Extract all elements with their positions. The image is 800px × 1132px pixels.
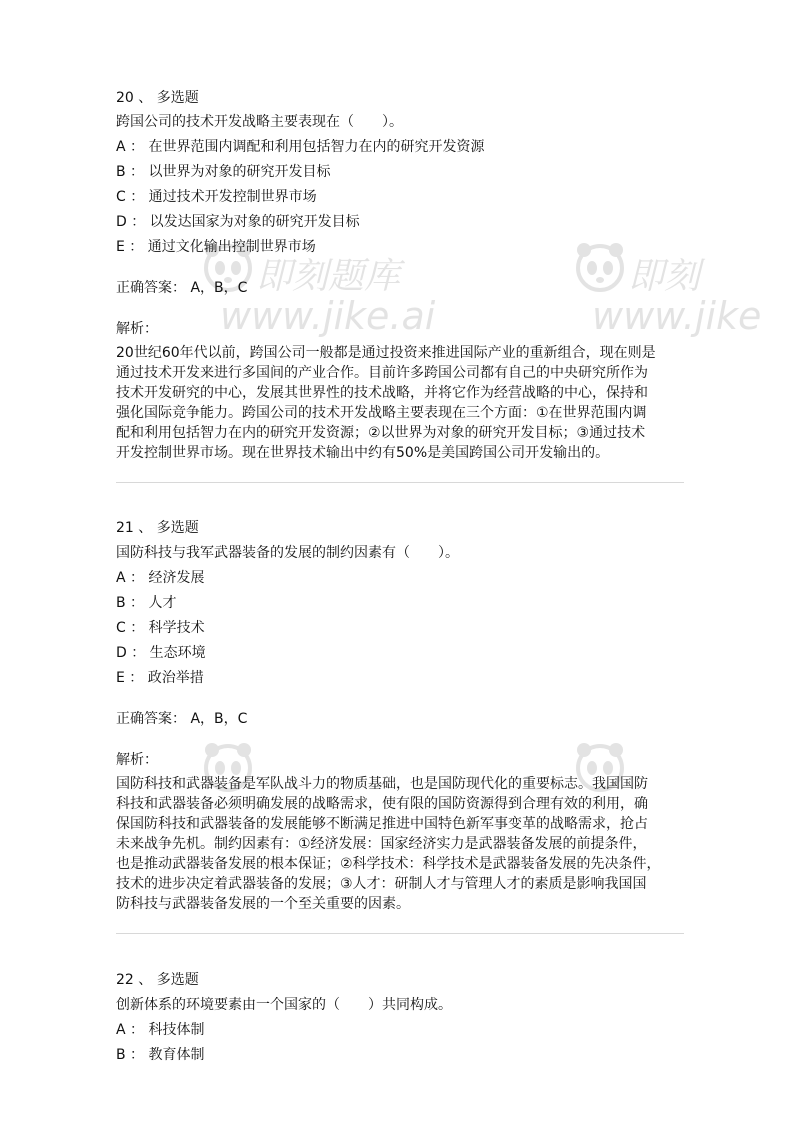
question-stem: 国防科技与我军武器装备的发展的制约因素有（ ）。 [116,545,459,561]
question-header: 21 、 多选题 [116,520,199,536]
option-d: D ： 以发达国家为对象的研究开发目标 [116,214,360,230]
option-b: B ： 人才 [116,595,177,611]
analysis-label: 解析： [116,321,158,337]
option-d: D ： 生态环境 [116,645,206,661]
analysis-label: 解析： [116,752,158,768]
correct-answer: 正确答案： A，B，C [116,711,248,727]
analysis-line: 国防科技和武器装备是军队战斗力的物质基础，也是国防现代化的重要标志。我国国防 [116,776,648,792]
analysis-line: 也是推动武器装备发展的根本保证；②科学技术：科学技术是武器装备发展的先决条件， [116,856,661,872]
analysis-line: 20世纪60年代以前，跨国公司一般都是通过投资来推进国际产业的重新组合，现在则是 [116,345,656,361]
option-b: B ： 以世界为对象的研究开发目标 [116,164,331,180]
watermark-brand-partial: 即刻 [628,256,701,297]
analysis-line: 开发控制世界市场。现在世界技术输出中约有50%是美国跨国公司开发输出的。 [116,445,610,461]
option-c: C ： 科学技术 [116,620,205,636]
analysis-line: 防科技与武器装备发展的一个至关重要的因素。 [116,896,410,912]
analysis-line: 未来战争先机。制约因素有：①经济发展：国家经济实力是武器装备发展的前提条件， [116,836,647,852]
analysis-line: 配和利用包括智力在内的研究开发资源；②以世界为对象的研究开发目标；③通过技术 [116,425,646,441]
analysis-line: 强化国际竞争能力。跨国公司的技术开发战略主要表现在三个方面：①在世界范围内调 [116,405,647,421]
watermark-url-partial: www.jike [592,294,762,338]
watermark-url: www.jike.ai [220,294,436,338]
analysis-line: 保国防科技和武器装备的发展能够不断满足推进中国特色新军事变革的战略需求，抢占 [116,816,648,832]
option-a: A ： 科技体制 [116,1022,205,1038]
analysis-line: 技术开发研究的中心，发展其世界性的技术战略，并将它作为经营战略的中心，保持和 [116,385,648,401]
option-c: C ： 通过技术开发控制世界市场 [116,189,317,205]
panda-logo-icon [572,238,628,308]
option-a: A ： 在世界范围内调配和利用包括智力在内的研究开发资源 [116,139,485,155]
question-stem: 跨国公司的技术开发战略主要表现在（ ）。 [116,114,403,130]
analysis-line: 技术的进步决定着武器装备的发展；③人才：研制人才与管理人才的素质是影响我国国 [116,876,647,892]
watermark-right-top [572,238,800,348]
question-header: 20 、 多选题 [116,90,199,106]
question-divider [116,933,684,934]
analysis-line: 通过技术开发来进行多国间的产业合作。目前许多跨国公司都有自己的中央研究所作为 [116,365,648,381]
option-a: A ： 经济发展 [116,570,205,586]
option-e: E ： 政治举措 [116,670,204,686]
option-b: B ： 教育体制 [116,1047,205,1063]
analysis-text [116,774,686,914]
correct-answer: 正确答案： A，B，C [116,280,248,296]
analysis-text [116,343,686,463]
watermark-brand: 即刻题库 [256,256,401,297]
question-stem: 创新体系的环境要素由一个国家的（ ）共同构成。 [116,997,452,1013]
question-divider [116,482,684,483]
option-e: E ： 通过文化输出控制世界市场 [116,239,316,255]
analysis-line: 科技和武器装备必须明确发展的战略需求，使有限的国防资源得到合理有效的利用，确 [116,796,648,812]
question-header: 22 、 多选题 [116,972,199,988]
